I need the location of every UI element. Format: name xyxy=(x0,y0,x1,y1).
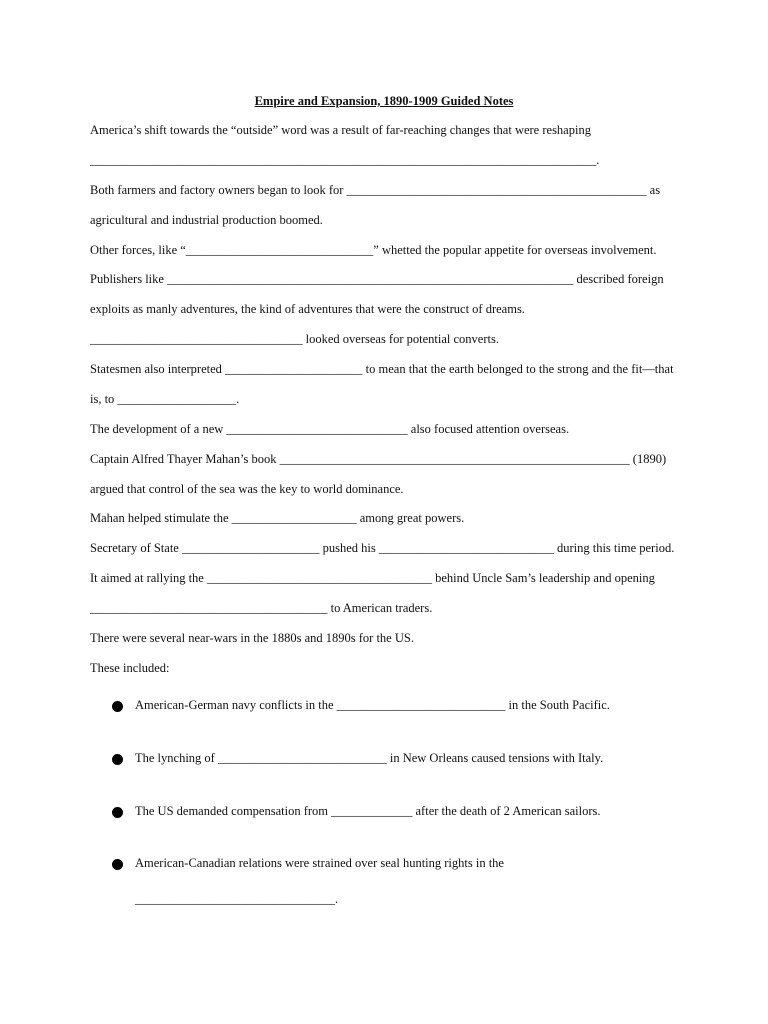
text-line: exploits as manly adventures, the kind of adventures that were the construct of dreams. xyxy=(90,302,525,316)
text-line: is, to ___________________. xyxy=(90,392,240,406)
text-line: It aimed at rallying the ____________________________________ behind Uncle Sam’s leadership and opening xyxy=(90,571,655,585)
text-line: The development of a new _____________________________ also focused attention overseas. xyxy=(90,422,570,436)
text-line: There were several near-wars in the 1880s and 1890s for the US. xyxy=(90,631,414,645)
bullet-icon xyxy=(112,807,123,818)
bullet-item: American-Canadian relations were strained over seal hunting rights in the xyxy=(135,856,504,870)
text-line: Secretary of State ______________________ pushed his ____________________________ during this time period. xyxy=(90,541,675,555)
text-line: __________________________________ looked overseas for potential converts. xyxy=(90,332,499,346)
text-line: Other forces, like “______________________________” whetted the popular appetite for overseas involvement. xyxy=(90,243,657,257)
text-line: Publishers like _________________________________________________________________ described foreign xyxy=(90,272,664,286)
text-line: Statesmen also interpreted ______________________ to mean that the earth belonged to the strong and the fit—that xyxy=(90,362,674,376)
text-line: America’s shift towards the “outside” word was a result of far-reaching changes that were reshaping xyxy=(90,123,591,137)
bullet-icon xyxy=(112,859,123,870)
bullet-item: The lynching of ___________________________ in New Orleans caused tensions with Italy. xyxy=(135,751,604,765)
text-line: Both farmers and factory owners began to look for ________________________________________________ as xyxy=(90,183,661,197)
text-line: Mahan helped stimulate the ____________________ among great powers. xyxy=(90,511,465,525)
bullet-item: The US demanded compensation from _____________ after the death of 2 American sailors. xyxy=(135,804,601,818)
text-line: argued that control of the sea was the key to world dominance. xyxy=(90,482,404,496)
bullet-item: American-German navy conflicts in the ___________________________ in the South Pacific. xyxy=(135,698,610,712)
text-line: _________________________________________________________________________________. xyxy=(90,153,600,167)
text-line: ______________________________________ to American traders. xyxy=(90,601,433,615)
text-line: Captain Alfred Thayer Mahan’s book ________________________________________________________ (1890) xyxy=(90,452,667,466)
bullet-icon xyxy=(112,754,123,765)
document-title: Empire and Expansion, 1890-1909 Guided Notes xyxy=(254,94,514,108)
bullet-icon xyxy=(112,701,123,712)
text-line: agricultural and industrial production boomed. xyxy=(90,213,323,227)
text-line: These included: xyxy=(90,661,170,675)
bullet-continuation: ________________________________. xyxy=(135,892,339,906)
